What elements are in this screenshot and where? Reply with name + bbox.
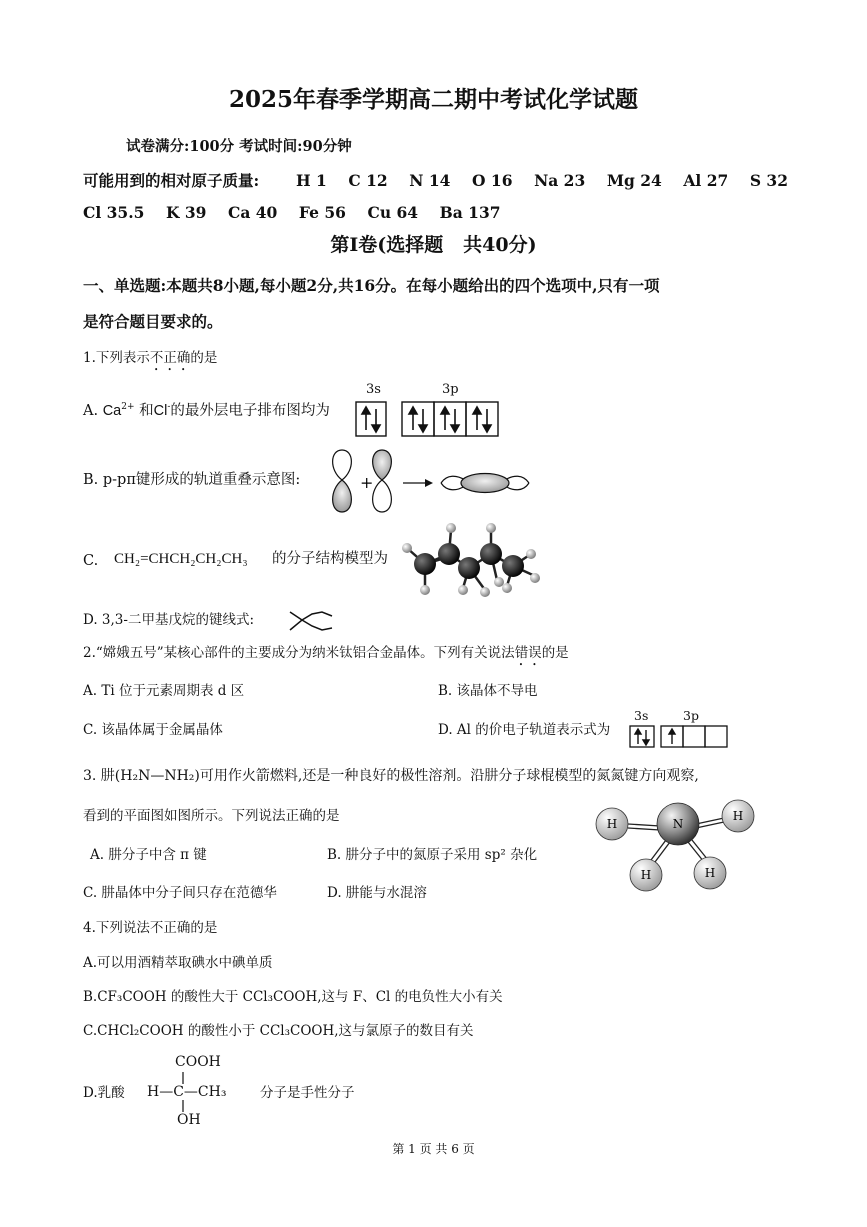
q2-option-b: B. 该晶体不导电 xyxy=(438,683,538,699)
q1-a-cl-charge: - xyxy=(167,402,171,412)
q4-stem: 4.下列说法不正确的是 xyxy=(83,920,218,936)
q1-c-formula: CH₂=CHCH₂CH₂CH₃ xyxy=(114,551,248,567)
q1-a-prefix: A. xyxy=(83,402,99,419)
q4-option-b: B.CF₃COOH 的酸性大于 CCl₃COOH,这与 F、Cl 的电负性大小有关 xyxy=(83,989,503,1005)
section-instruction-2: 是符合题目要求的。 xyxy=(83,312,223,331)
q4-d-mid: H—C—CH₃ xyxy=(147,1084,227,1100)
q1-orbital-diagram xyxy=(355,400,501,440)
q1-p-orbital-overlap-diagram xyxy=(325,448,535,516)
q1-stem-suffix: 的是 xyxy=(190,350,218,366)
section-instruction-1: 一、单选题:本题共8小题,每小题2分,共16分。在每小题给出的四个选项中,只有一项 xyxy=(83,276,660,295)
q4-d-top: COOH xyxy=(175,1054,221,1070)
q2-stem-suffix: 的是 xyxy=(541,645,569,661)
q1-a-and: 和 xyxy=(139,402,154,419)
q2-option-a: A. Ti 位于元素周期表 d 区 xyxy=(83,683,245,699)
q1-c-text: 的分子结构模型为 xyxy=(272,551,388,567)
q2-option-c: C. 该晶体属于金属晶体 xyxy=(83,722,223,738)
q1-a-ca: Ca xyxy=(102,402,122,419)
q2-orbital-3s-label: 3s xyxy=(634,708,649,723)
q3-option-b: B. 肼分子中的氮原子采用 sp² 杂化 xyxy=(327,847,538,863)
q4-d-prefix: D.乳酸 xyxy=(83,1085,125,1101)
q4-d-bottom: OH xyxy=(177,1112,201,1128)
atomic-mass-label: 可能用到的相对原子质量: xyxy=(83,171,260,190)
q3-stem-line2: 看到的平面图如图所示。下列说法正确的是 xyxy=(83,808,340,824)
score-info: 试卷满分:100分 考试时间:90分钟 xyxy=(126,138,352,155)
section-title: 第Ⅰ卷(选择题 共40分) xyxy=(330,234,537,256)
page-footer: 第 1 页 共 6 页 xyxy=(392,1142,475,1156)
q4-d-vertical-bonds xyxy=(180,1070,186,1118)
q2-orbital-3p-label: 3p xyxy=(683,708,699,723)
q3-hydrazine-projection xyxy=(590,790,780,900)
q3-atom-h3: H xyxy=(640,868,652,882)
q3-atom-h4: H xyxy=(704,866,716,880)
q2-stem-prefix: 2.“嫦娥五号”某核心部件的主要成分为纳米钛铝合金晶体。下列有关说法 xyxy=(83,645,515,661)
q1-b-plus-sign: + xyxy=(360,473,374,492)
q2-option-d: D. Al 的价电子轨道表示式为 xyxy=(438,722,611,738)
q1-option-b xyxy=(83,472,300,489)
q1-orbital-3p-label: 3p xyxy=(442,382,459,397)
q1-c-prefix: C. xyxy=(83,553,99,569)
q1-stem-emph: 不正确 xyxy=(149,350,191,366)
atomic-masses-line2: Cl 35.5 K 39 Ca 40 Fe 56 Cu 64 Ba 137 xyxy=(83,203,501,222)
q3-option-d: D. 肼能与水混溶 xyxy=(327,885,427,901)
q2-stem xyxy=(83,645,569,669)
q3-atom-n: N xyxy=(672,817,684,831)
q1-option-d: D. 3,3-二甲基戊烷的键线式: xyxy=(83,612,255,628)
atomic-masses-line1: H 1 C 12 N 14 O 16 Na 23 Mg 24 Al 27 S 32 xyxy=(296,171,789,190)
q3-option-c: C. 肼晶体中分子间只存在范德华 xyxy=(83,885,277,901)
q1-stem-prefix: 1.下列表示 xyxy=(83,350,150,366)
q2-stem-emph: 错误 xyxy=(514,645,542,661)
q1-orbital-3s-label: 3s xyxy=(366,382,381,397)
q3-atom-h1: H xyxy=(606,817,618,831)
q1-stem xyxy=(83,350,217,374)
q1-ball-stick-model xyxy=(395,520,545,600)
q1-a-ca-charge: 2+ xyxy=(121,402,135,412)
q1-b-text: p-pπ键形成的轨道重叠示意图: xyxy=(102,472,301,488)
q1-a-text: 的最外层电子排布图均为 xyxy=(170,402,330,419)
page-title: 2025年春季学期高二期中考试化学试题 xyxy=(228,86,638,113)
q1-a-cl: Cl xyxy=(153,402,168,419)
q4-d-suffix: 分子是手性分子 xyxy=(260,1085,355,1101)
q1-d-skeletal-formula xyxy=(288,610,334,632)
q1-b-prefix: B. xyxy=(83,472,99,488)
q3-atom-h2: H xyxy=(732,809,744,823)
q1-option-a xyxy=(83,402,330,420)
q1-electron-arrows xyxy=(362,407,491,432)
q3-stem-line1: 3. 肼(H₂N—NH₂)可用作火箭燃料,还是一种良好的极性溶剂。沿肼分子球棍模型的氮氮键方向观察, xyxy=(83,768,699,784)
q4-option-a: A.可以用酒精萃取碘水中碘单质 xyxy=(83,955,273,971)
q4-option-c: C.CHCl₂COOH 的酸性小于 CCl₃COOH,这与氯原子的数目有关 xyxy=(83,1023,474,1039)
q2-orbital-diagram xyxy=(629,724,729,750)
q3-option-a: A. 肼分子中含 π 键 xyxy=(90,847,207,863)
